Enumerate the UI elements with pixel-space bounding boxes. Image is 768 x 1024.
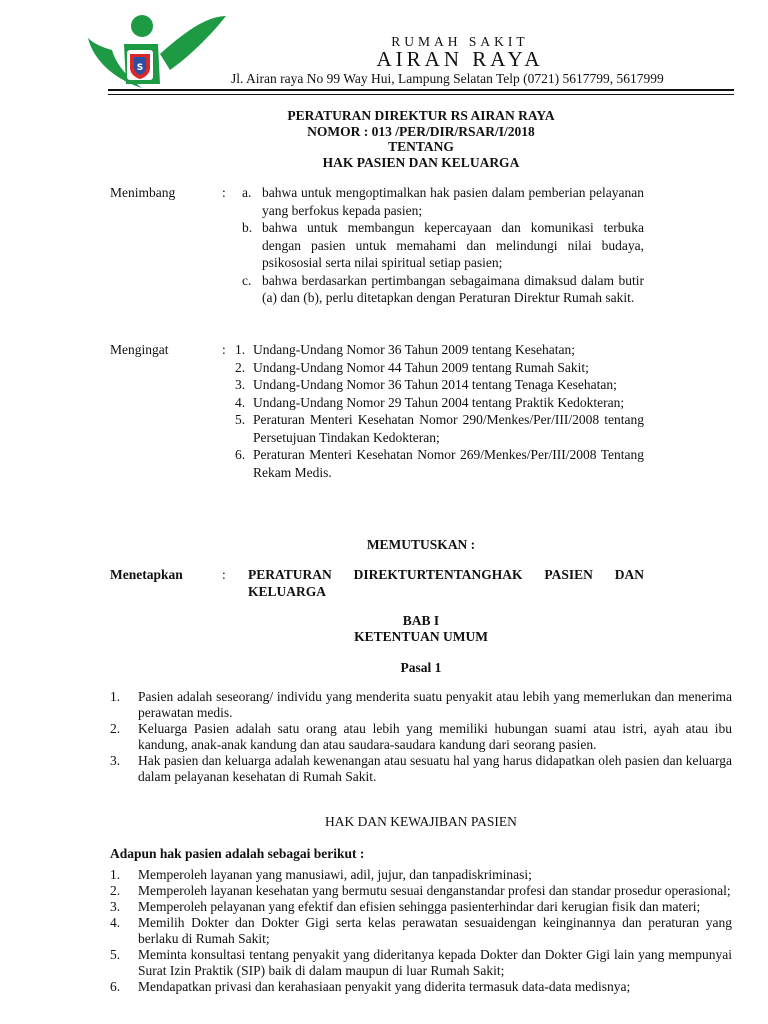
hospital-address: Jl. Airan raya No 99 Way Hui, Lampung Selatan Telp (0721) 5617799, 5617999 [231, 71, 664, 86]
mengingat-item [232, 359, 644, 377]
list-item-text: Hak pasien dan keluarga adalah kewenangan atau sesuatu hal yang harus didapatkan oleh pasien dan keluarga dalam pelayanan kesehatan di Rumah Sakit. [138, 753, 732, 784]
hak-item [110, 915, 732, 947]
menetapkan-text: PERATURAN DIREKTURTENTANGHAK PASIEN DAN KELUARGA [248, 567, 644, 599]
list-marker: 3. [110, 753, 121, 768]
mengingat-colon: : [222, 342, 226, 357]
list-item-text: Pasien adalah seseorang/ individu yang menderita suatu penyakit atau lebih yang memerlukan dan menerima perawatan medis. [138, 689, 732, 720]
memutuskan-heading: MEMUTUSKAN : [366, 537, 476, 552]
list-marker: 4. [235, 394, 246, 410]
title-line-4: HAK PASIEN DAN KELUARGA [322, 154, 520, 170]
menetapkan-colon: : [222, 567, 226, 582]
list-item-text: bahwa untuk mengoptimalkan hak pasien dalam pemberian pelayanan yang berfokus kepada pasien; [262, 185, 644, 218]
list-marker: 3. [235, 377, 246, 392]
bab-number: BAB I [402, 613, 440, 628]
menimbang-item [232, 219, 644, 272]
list-item-text: Memperoleh layanan kesehatan yang bermutu sesuai denganstandar profesi dan standar prosedur operasional; [138, 883, 731, 898]
list-item-text: Peraturan Menteri Kesehatan Nomor 269/Menkes/Per/III/2008 Tentang Rekam Medis. [253, 447, 644, 480]
hospital-logo-icon [86, 10, 228, 90]
header-rule-thin [108, 94, 734, 95]
pasal1-item [110, 753, 732, 785]
list-item-text: Keluarga Pasien adalah satu orang atau lebih yang memiliki hubungan suami atau istri, ayah atau ibu kandung, anak-anak kandung dan atau saudara-saudara kandung dari seorang pasien. [138, 721, 732, 752]
hak-item [110, 947, 732, 979]
menimbang-label: Menimbang [110, 185, 176, 200]
list-item-text: Undang-Undang Nomor 29 Tahun 2004 tentang Praktik Kedokteran; [253, 394, 625, 410]
list-marker: b. [242, 220, 253, 235]
list-marker: c. [242, 272, 252, 288]
menimbang-item [232, 272, 644, 307]
list-item-text: Undang-Undang Nomor 44 Tahun 2009 tentang Rumah Sakit; [253, 359, 589, 375]
pasal1-item [110, 721, 732, 753]
list-item-text: Undang-Undang Nomor 36 Tahun 2009 tentang Kesehatan; [253, 342, 575, 357]
list-marker: a. [242, 185, 252, 200]
mengingat-item [232, 411, 644, 446]
bab-title: KETENTUAN UMUM [354, 629, 488, 644]
mengingat-item [232, 394, 644, 412]
list-marker: 6. [110, 979, 121, 994]
list-marker: 1. [235, 342, 246, 357]
mengingat-label: Mengingat [110, 342, 169, 357]
header-rule-thick [108, 89, 734, 91]
hak-lead: Adapun hak pasien adalah sebagai berikut : [110, 846, 365, 861]
list-marker: 2. [110, 883, 121, 898]
list-item-text: bahwa berdasarkan pertimbangan sebagaimana dimaksud dalam butir (a) dan (b), perlu ditetapkan dengan Peraturan Direktur Rumah sakit. [262, 272, 644, 305]
mengingat-item [232, 376, 644, 394]
list-marker: 6. [235, 447, 246, 462]
list-marker: 2. [235, 359, 246, 375]
list-item-text: Memperoleh layanan yang manusiawi, adil, jujur, dan tanpadiskriminasi; [138, 867, 532, 882]
pasal-heading: Pasal 1 [400, 660, 442, 675]
hospital-name: AIRAN RAYA [376, 47, 544, 71]
list-item-text: Meminta konsultasi tentang penyakit yang dideritanya kepada Dokter dan Dokter Gigi lain yang mempunyai Surat Izin Praktik (SIP) baik di dalam maupun di luar Rumah Sakit; [138, 947, 732, 978]
pasal1-item [110, 689, 732, 721]
hak-item [110, 883, 732, 899]
hak-item [110, 979, 732, 995]
list-marker: 4. [110, 915, 121, 930]
list-item-text: Mendapatkan privasi dan kerahasiaan penyakit yang diderita termasuk data-data medisnya; [138, 979, 631, 994]
hak-list [110, 867, 732, 995]
hospital-type: RUMAH SAKIT [391, 34, 529, 49]
list-marker: 5. [110, 947, 121, 962]
hak-kewajiban-heading: HAK DAN KEWAJIBAN PASIEN [325, 814, 517, 829]
list-marker: 5. [235, 412, 246, 427]
list-item-text: bahwa untuk membangun kepercayaan dan komunikasi terbuka dengan pasien untuk memahami dan melindungi nilai budaya, psikososial serta nilai spiritual setiap pasien; [262, 220, 644, 270]
menimbang-list [232, 184, 644, 307]
list-item-text: Undang-Undang Nomor 36 Tahun 2014 tentang Tenaga Kesehatan; [253, 377, 617, 392]
list-marker: 1. [110, 689, 121, 704]
menetapkan-label: Menetapkan [110, 567, 183, 582]
title-line-1: PERATURAN DIREKTUR RS AIRAN RAYA [287, 108, 555, 123]
title-line-2: NOMOR : 013 /PER/DIR/RSAR/I/2018 [307, 123, 535, 139]
list-item-text: Memperoleh pelayanan yang efektif dan efisien sehingga pasienterhindar dari kerugian fisik dan materi; [138, 899, 701, 914]
title-line-3: TENTANG [388, 139, 454, 154]
list-item-text: Memilih Dokter dan Dokter Gigi serta kelas perawatan sesuaidengan keinginannya dan peraturan yang berlaku di Rumah Sakit; [138, 915, 732, 946]
mengingat-list [232, 341, 644, 481]
menimbang-colon: : [222, 185, 226, 200]
list-item-text: Peraturan Menteri Kesehatan Nomor 290/Menkes/Per/III/2008 tentang Persetujuan Tindakan Kedokteran; [253, 412, 644, 445]
menimbang-item [232, 184, 644, 219]
list-marker: 2. [110, 721, 121, 736]
svg-text:S: S [136, 63, 144, 73]
list-marker: 1. [110, 867, 121, 882]
list-marker: 3. [110, 899, 121, 914]
mengingat-item [232, 341, 644, 359]
hak-item [110, 899, 732, 915]
mengingat-item [232, 446, 644, 481]
hak-item [110, 867, 732, 883]
document-title [108, 108, 734, 170]
pasal1-list [110, 689, 732, 785]
